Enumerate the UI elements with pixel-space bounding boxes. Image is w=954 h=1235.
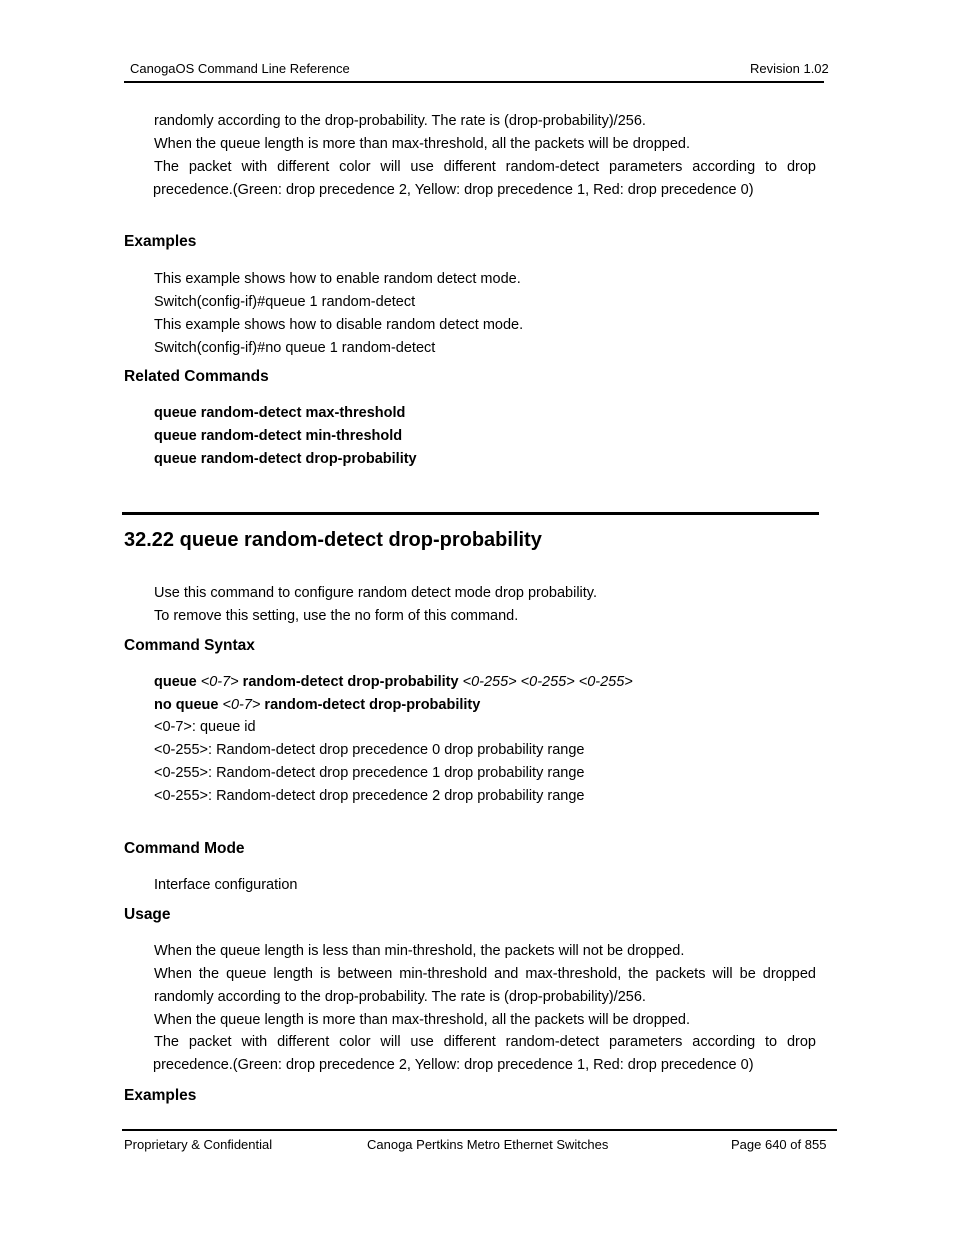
syntax-param: <0-255>: Random-detect drop precedence 1 drop probability range [154,765,585,781]
example-line: Switch(config-if)#queue 1 random-detect [154,294,416,310]
command-syntax-heading: Command Syntax [124,637,255,654]
syntax-keyword: no queue [154,697,219,713]
related-command-item: queue random-detect drop-probability [154,451,417,467]
usage-line: The packet with different color will use different random-detect parameters according to drop [154,1034,816,1050]
syntax-argument: <0-7> [222,697,261,713]
footer-left: Proprietary & Confidential [124,1137,273,1152]
examples-heading: Examples [124,233,197,250]
syntax-argument: <0-255> [578,674,633,690]
syntax-line [154,697,480,714]
syntax-line [154,674,633,691]
body-line: The packet with different color will use different random-detect parameters according to drop [154,159,816,175]
footer-center: Canoga Pertkins Metro Ethernet Switches [367,1137,609,1152]
body-line: randomly according to the drop-probability. The rate is (drop-probability)/256. [154,113,646,129]
syntax-keyword: random-detect drop-probability [242,674,459,690]
usage-line: When the queue length is between min-threshold and max-threshold, the packets will be dropped [154,966,816,982]
syntax-keyword: queue [154,674,197,690]
usage-line: When the queue length is less than min-threshold, the packets will not be dropped. [154,943,685,959]
syntax-param: <0-255>: Random-detect drop precedence 0 drop probability range [154,742,585,758]
footer-divider [122,1129,837,1131]
related-command-item: queue random-detect max-threshold [154,405,406,421]
syntax-argument: <0-255> [520,674,575,690]
syntax-argument: <0-255> [462,674,517,690]
section-divider [122,512,819,515]
usage-heading: Usage [124,906,171,923]
command-mode-heading: Command Mode [124,840,245,857]
related-command-item: queue random-detect min-threshold [154,428,403,444]
examples-heading: Examples [124,1087,197,1104]
header-divider [124,81,824,83]
example-line: This example shows how to enable random detect mode. [154,271,521,287]
intro-line: Use this command to configure random detect mode drop probability. [154,585,598,601]
syntax-param: <0-7>: queue id [154,719,256,735]
syntax-param: <0-255>: Random-detect drop precedence 2 drop probability range [154,788,585,804]
footer-page-number: Page 640 of 855 [731,1137,827,1152]
section-title: 32.22 queue random-detect drop-probability [124,529,542,551]
syntax-keyword: random-detect drop-probability [264,697,481,713]
example-line: This example shows how to disable random detect mode. [154,317,524,333]
example-line: Switch(config-if)#no queue 1 random-detect [154,340,436,356]
usage-line: randomly according to the drop-probability. The rate is (drop-probability)/256. [154,989,646,1005]
intro-line: To remove this setting, use the no form of this command. [154,608,519,624]
syntax-argument: <0-7> [200,674,239,690]
body-line: precedence.(Green: drop precedence 2, Yellow: drop precedence 1, Red: drop precedence 0) [153,182,754,198]
usage-line: precedence.(Green: drop precedence 2, Yellow: drop precedence 1, Red: drop precedence 0) [153,1057,754,1073]
related-commands-heading: Related Commands [124,368,269,385]
body-line: When the queue length is more than max-threshold, all the packets will be dropped. [154,136,691,152]
usage-line: When the queue length is more than max-threshold, all the packets will be dropped. [154,1012,691,1028]
command-mode-value: Interface configuration [154,877,298,893]
running-header-title: CanogaOS Command Line Reference [130,61,350,76]
running-header-revision: Revision 1.02 [750,61,829,76]
